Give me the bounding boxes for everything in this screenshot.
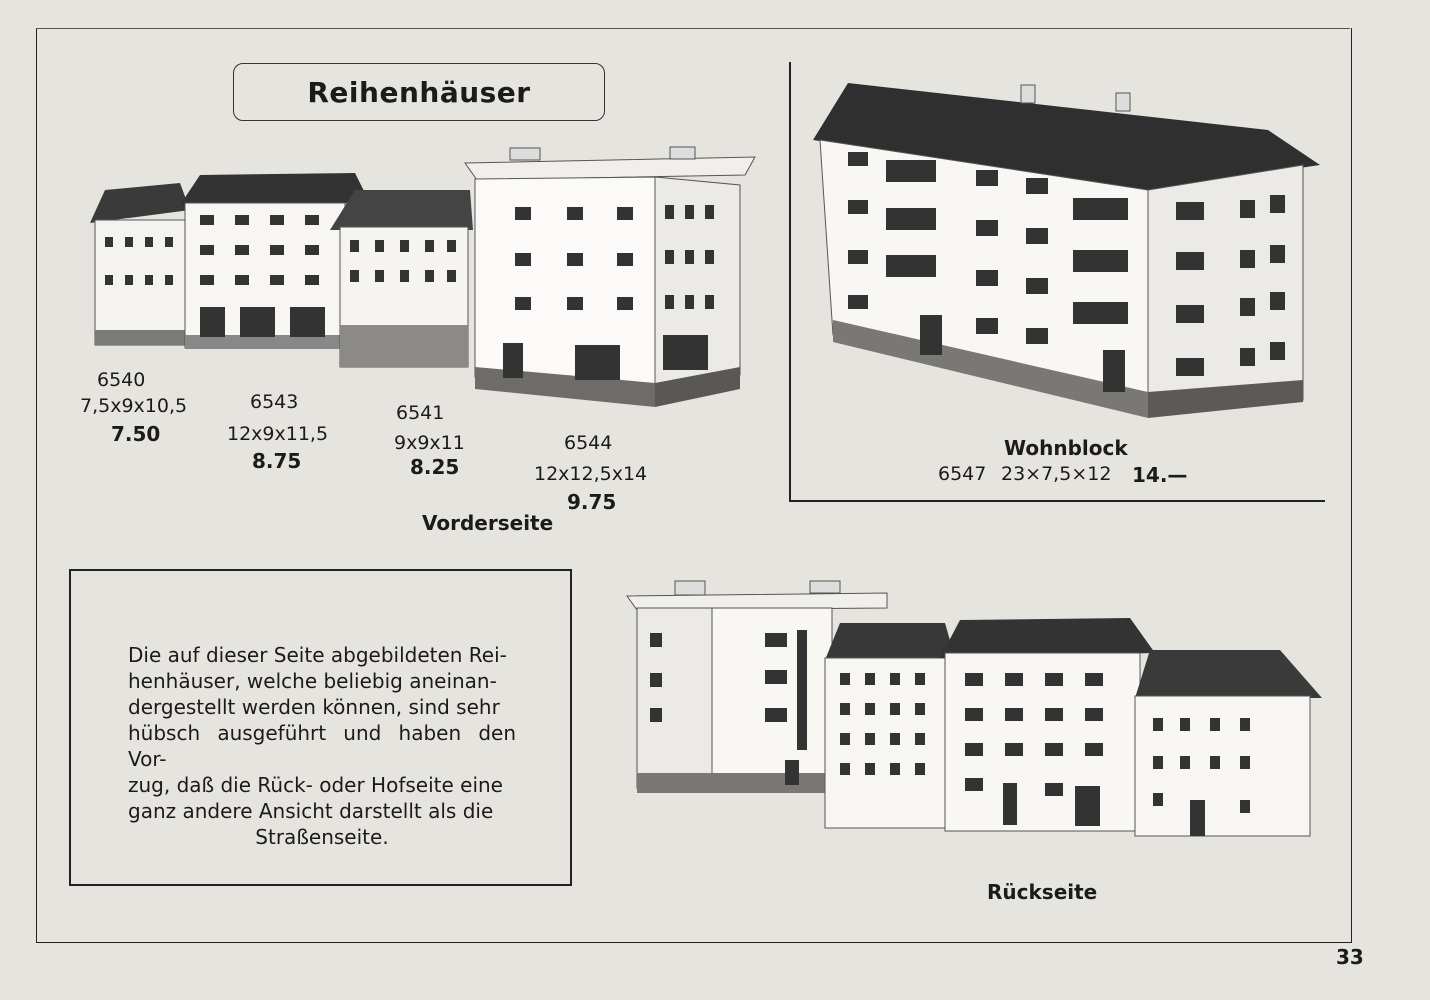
info-line: dergestellt werden können, sind sehr [128,695,500,719]
page-frame-top [36,28,1350,29]
front-caption: Vorderseite [422,511,554,535]
item-number-6543: 6543 [250,391,299,413]
page-title: Reihenhäuser [233,63,605,121]
info-text [128,642,516,850]
item-price-6543: 8.75 [252,449,302,473]
wohnblock-price: 14.— [1132,463,1188,487]
item-size-6541: 9x9x11 [394,432,465,454]
back-caption: Rückseite [987,880,1098,904]
divider-horizontal [791,500,1325,502]
info-line: zug, daß die Rück- oder Hofseite eine [128,773,503,797]
item-price-6540: 7.50 [111,422,161,446]
info-line: hübsch ausgeführt und haben den Vor- [128,721,516,771]
wohnblock-illustration [808,80,1323,425]
info-line: Die auf dieser Seite abgebildeten Rei- [128,643,507,667]
row-houses-back-illustration [625,578,1325,846]
item-number-6544: 6544 [564,432,613,454]
info-line: henhäuser, welche beliebig aneinan- [128,669,497,693]
item-number-6540: 6540 [97,369,146,391]
item-price-6541: 8.25 [410,455,460,479]
page-number: 33 [1336,945,1364,969]
item-price-6544: 9.75 [567,490,617,514]
divider-vertical [789,62,791,502]
wohnblock-caption: Wohnblock [1004,436,1128,460]
info-line: ganz andere Ansicht darstellt als die [128,799,494,823]
item-size-6543: 12x9x11,5 [227,423,329,445]
info-line: Straßenseite. [255,825,389,849]
wohnblock-number: 6547 [938,463,987,485]
item-size-6540: 7,5x9x10,5 [80,395,188,417]
wohnblock-size: 23×7,5×12 [1001,463,1112,485]
item-number-6541: 6541 [396,402,445,424]
row-houses-front-illustration [85,145,760,410]
item-size-6544: 12x12,5x14 [534,463,648,485]
